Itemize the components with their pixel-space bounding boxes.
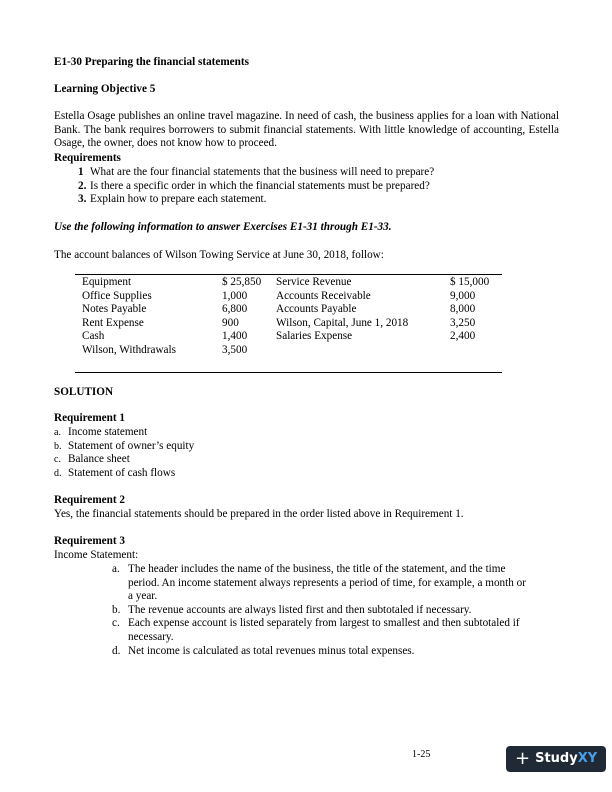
brand-logo: StudyXY [535,751,598,767]
item-text: The revenue accounts are always listed first and then subtotaled if necessary. [128,603,472,616]
account-value [450,344,489,358]
item-letter: a. [54,427,61,438]
req3-subheading: Income Statement: [54,549,139,561]
learning-objective: Learning Objective 5 [54,83,156,95]
plus-icon: + [515,748,531,770]
account-name [276,344,450,358]
account-value: 8,000 [450,303,476,316]
item-letter: a. [112,563,120,575]
account-value: 900 [222,316,239,329]
account-balances-table [82,276,489,358]
requirement-number: 2. [78,179,87,192]
account-value: 1,000 [222,289,248,302]
account-value: $ 25,850 [222,276,262,288]
table-row [82,276,489,290]
account-name: Notes Payable [82,303,147,316]
item-text: Net income is calculated as total revenues minus total expenses. [128,644,415,657]
req2-heading: Requirement 2 [54,494,125,506]
scenario-paragraph: Estella Osage publishes an online travel magazine. In need of cash, the business applies for a loan with National Bank. The bank requires borrowers to submit financial statements. With little knowledge of accounting, Estella Osage, the owner, does not know how to proceed. [54,110,559,150]
req3-list [112,563,530,658]
use-info-note: Use the following information to answer Exercises E1-31 through E1-33. [54,221,392,233]
req3-heading: Requirement 3 [54,535,125,547]
item-letter: c. [112,617,120,630]
table-row [82,317,489,331]
list-item [112,645,530,659]
item-text: The header includes the name of the business, the title of the statement, and the time period. An income statement always represents a period of time, for example, a month or a year. [128,563,526,603]
table-row [82,303,489,317]
list-item [112,563,530,604]
req1-list [54,426,194,480]
account-value: 2,400 [450,330,476,343]
item-text: Each expense account is listed separately from largest to smallest and then subtotaled if necessary. [128,617,520,643]
account-name: Accounts Payable [276,303,357,316]
account-name: Service Revenue [276,276,352,288]
item-text: Statement of cash flows [68,466,176,479]
exercise-title: E1-30 Preparing the financial statements [54,56,249,68]
account-name: Rent Expense [82,316,144,329]
studyxy-badge[interactable] [506,746,606,772]
item-letter: c. [54,454,61,466]
list-item [112,617,530,644]
requirement-item [78,166,434,180]
table-bottom-rule [75,372,502,373]
account-value: 3,500 [222,343,248,356]
req2-text: Yes, the financial statements should be prepared in the order listed above in Requirement 1. [54,508,464,520]
balances-intro: The account balances of Wilson Towing Service at June 30, 2018, follow: [54,249,384,261]
table-row [82,344,489,358]
table-top-rule [75,274,502,275]
account-name: Accounts Receivable [276,289,371,302]
table-row [82,330,489,344]
item-letter: b. [54,440,62,452]
account-value: $ 15,000 [450,276,490,288]
item-text: Balance sheet [68,453,130,466]
page-number: 1-25 [412,749,431,760]
list-item [54,440,194,454]
item-letter: d. [112,644,121,657]
account-name: Wilson, Capital, June 1, 2018 [276,316,409,329]
account-name: Office Supplies [82,289,152,302]
requirement-item [78,180,434,194]
item-letter: b. [112,603,121,616]
list-item [54,426,194,440]
account-value: 1,400 [222,330,248,343]
list-item [112,604,530,618]
table-row [82,290,489,304]
requirement-text: Is there a specific order in which the financial statements must be prepared? [90,179,430,192]
account-name: Equipment [82,276,132,288]
account-value: 3,250 [450,316,476,329]
requirement-text: What are the four financial statements that the business will need to prepare? [90,166,435,178]
account-name: Salaries Expense [276,330,353,343]
account-name: Wilson, Withdrawals [82,343,176,356]
req1-heading: Requirement 1 [54,412,125,424]
item-text: Income statement [68,426,148,438]
account-value: 9,000 [450,289,476,302]
solution-heading: SOLUTION [54,386,114,398]
list-item [54,467,194,481]
item-text: Statement of owner’s equity [68,439,195,452]
account-value: 6,800 [222,303,248,316]
requirement-number: 1 [78,166,84,178]
requirement-number: 3. [78,193,87,206]
account-name: Cash [82,330,105,343]
list-item [54,453,194,467]
item-letter: d. [54,467,62,479]
requirements-list [78,166,434,207]
requirement-item [78,193,434,207]
requirement-text: Explain how to prepare each statement. [90,193,267,206]
requirements-heading: Requirements [54,152,121,164]
